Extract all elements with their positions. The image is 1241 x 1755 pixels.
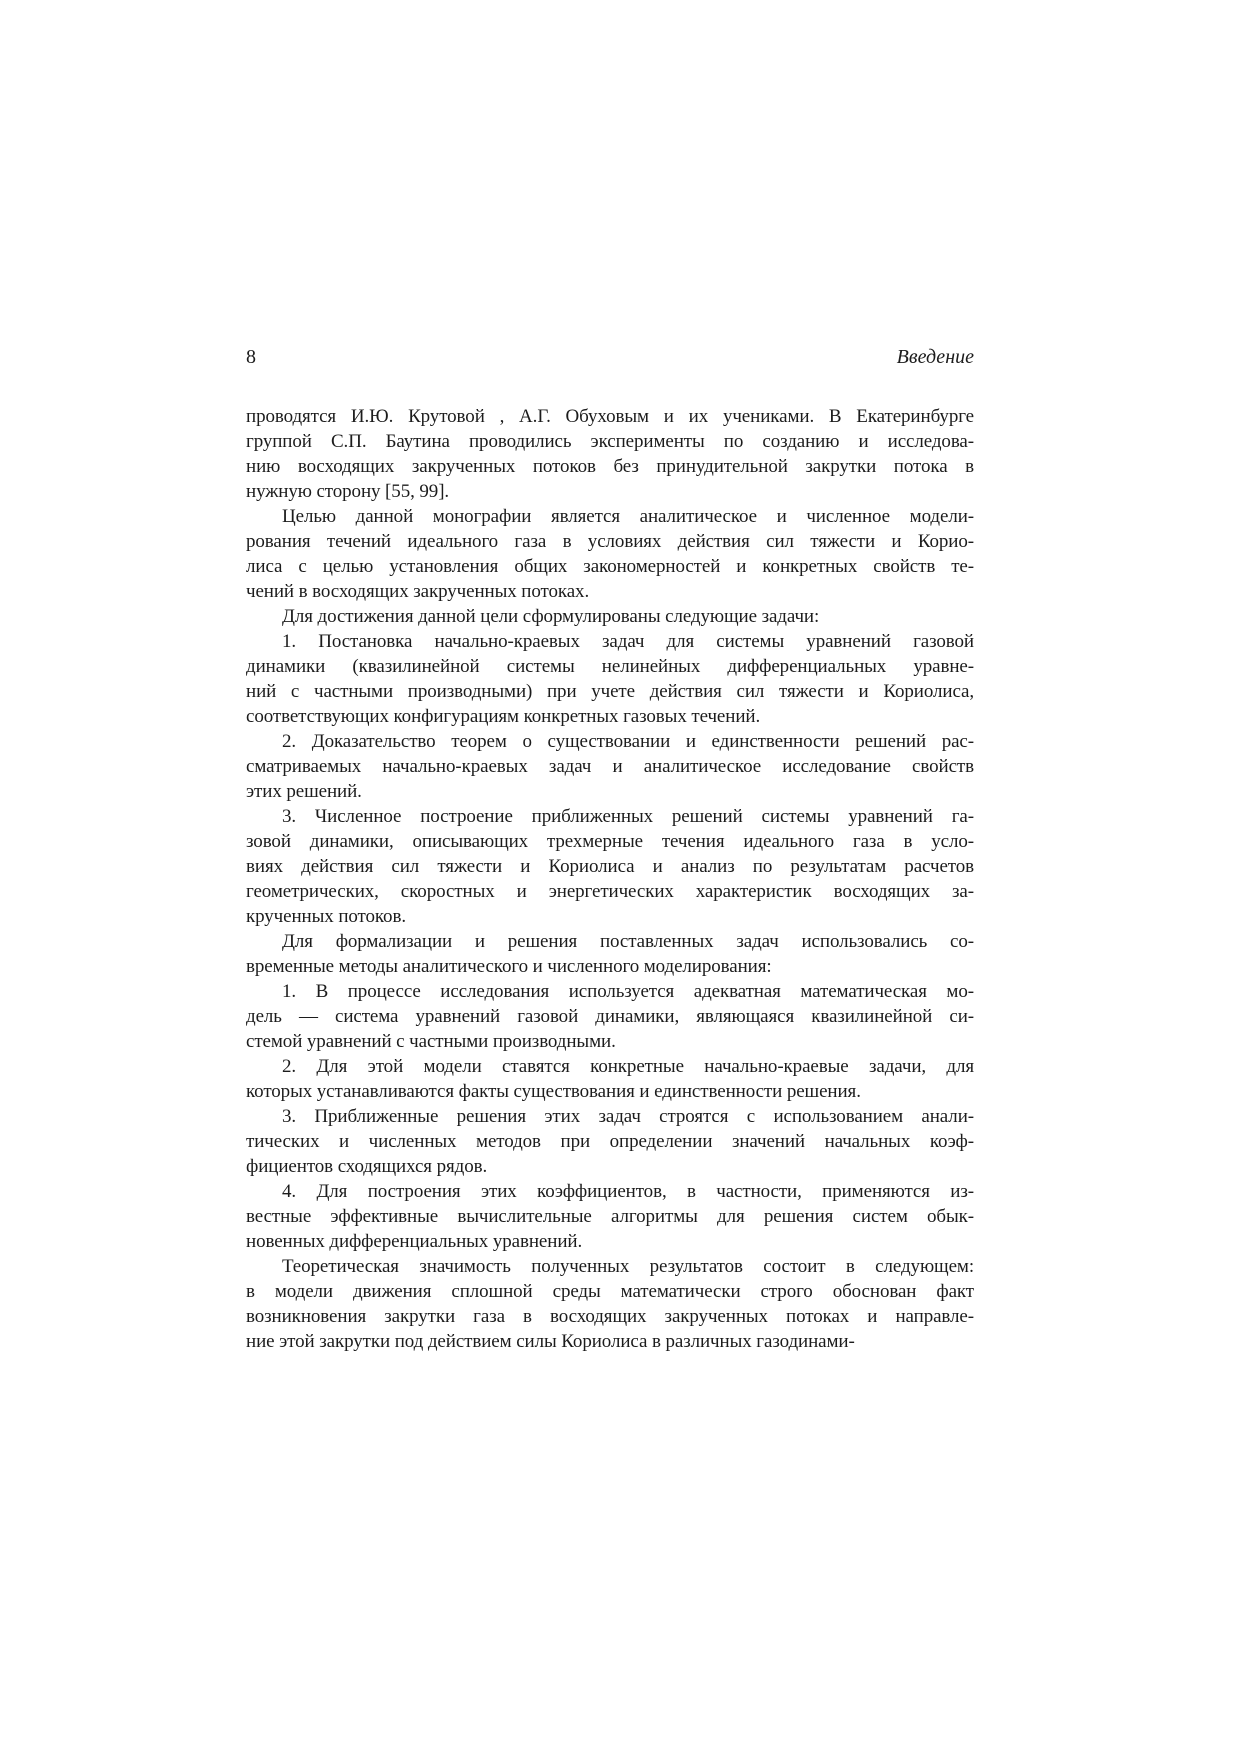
text-line: 4. Для построения этих коэффициентов, в частности, применяются из- xyxy=(282,1181,974,1202)
paragraph xyxy=(246,729,974,804)
running-header xyxy=(246,344,974,370)
text-line: соответствующих конфигурациям конкретных газовых течений. xyxy=(246,706,761,727)
text-line: ние этой закрутки под действием силы Кориолиса в различных газодинами- xyxy=(246,1331,855,1352)
text-line: 1. Постановка начально-краевых задач для системы уравнений газовой xyxy=(282,631,974,652)
text-line: которых устанавливаются факты существования и единственности решения. xyxy=(246,1081,861,1102)
text-line: тических и численных методов при определении значений начальных коэф- xyxy=(246,1131,974,1152)
running-title: Введение xyxy=(896,346,974,368)
text-line: новенных дифференциальных уравнений. xyxy=(246,1231,583,1252)
paragraph xyxy=(246,804,974,929)
paragraph xyxy=(246,1104,974,1179)
text-line: возникновения закрутки газа в восходящих закрученных потоках и направле- xyxy=(246,1306,974,1327)
paragraph xyxy=(246,1254,974,1354)
page-number: 8 xyxy=(246,346,256,368)
text-line: Для формализации и решения поставленных задач использовались со- xyxy=(282,931,974,952)
text-line: Для достижения данной цели сформулированы следующие задачи: xyxy=(282,606,820,627)
text-line: вестные эффективные вычислительные алгоритмы для решения систем обык- xyxy=(246,1206,974,1227)
text-line: Целью данной монографии является аналитическое и численное модели- xyxy=(282,506,974,527)
paragraph xyxy=(246,604,974,629)
text-line: фициентов сходящихся рядов. xyxy=(246,1156,488,1177)
text-line: дель — система уравнений газовой динамики, являющаяся квазилинейной си- xyxy=(246,1006,974,1027)
text-line: чений в восходящих закрученных потоках. xyxy=(246,581,590,602)
text-line: 3. Численное построение приближенных решений системы уравнений га- xyxy=(282,806,974,827)
text-line: ний с частными производными) при учете действия сил тяжести и Кориолиса, xyxy=(246,681,974,702)
text-line: нию восходящих закрученных потоков без принудительной закрутки потока в xyxy=(246,456,974,477)
text-line: зовой динамики, описывающих трехмерные течения идеального газа в усло- xyxy=(246,831,974,852)
paragraph xyxy=(246,1179,974,1254)
text-line: проводятся И.Ю. Крутовой , А.Г. Обуховым и их учениками. В Екатеринбурге xyxy=(246,406,974,427)
text-line: геометрических, скоростных и энергетических характеристик восходящих за- xyxy=(246,881,974,902)
paragraph xyxy=(246,629,974,729)
paragraph xyxy=(246,404,974,504)
text-line: группой С.П. Баутина проводились эксперименты по созданию и исследова- xyxy=(246,431,974,452)
text-line: 2. Доказательство теорем о существовании и единственности решений рас- xyxy=(282,731,974,752)
text-line: лиса с целью установления общих закономерностей и конкретных свойств те- xyxy=(246,556,974,577)
text-line: 3. Приближенные решения этих задач строятся с использованием анали- xyxy=(282,1106,974,1127)
text-line: этих решений. xyxy=(246,781,362,802)
text-block xyxy=(246,404,974,1354)
text-line: стемой уравнений с частными производными. xyxy=(246,1031,616,1052)
paragraph xyxy=(246,504,974,604)
text-line: сматриваемых начально-краевых задач и аналитическое исследование свойств xyxy=(246,756,974,777)
paragraph xyxy=(246,929,974,979)
text-line: рования течений идеального газа в условиях действия сил тяжести и Корио- xyxy=(246,531,974,552)
paragraph xyxy=(246,979,974,1054)
text-line: крученных потоков. xyxy=(246,906,406,927)
text-line: нужную сторону [55, 99]. xyxy=(246,481,450,502)
text-line: Теоретическая значимость полученных результатов состоит в следующем: xyxy=(282,1256,974,1277)
text-line: виях действия сил тяжести и Кориолиса и анализ по результатам расчетов xyxy=(246,856,974,877)
text-line: 1. В процессе исследования используется адекватная математическая мо- xyxy=(282,981,974,1002)
text-line: временные методы аналитического и численного моделирования: xyxy=(246,956,772,977)
text-line: динамики (квазилинейной системы нелинейных дифференциальных уравне- xyxy=(246,656,974,677)
paragraph xyxy=(246,1054,974,1104)
text-line: в модели движения сплошной среды математически строго обоснован факт xyxy=(246,1281,974,1302)
text-line: 2. Для этой модели ставятся конкретные начально-краевые задачи, для xyxy=(282,1056,974,1077)
